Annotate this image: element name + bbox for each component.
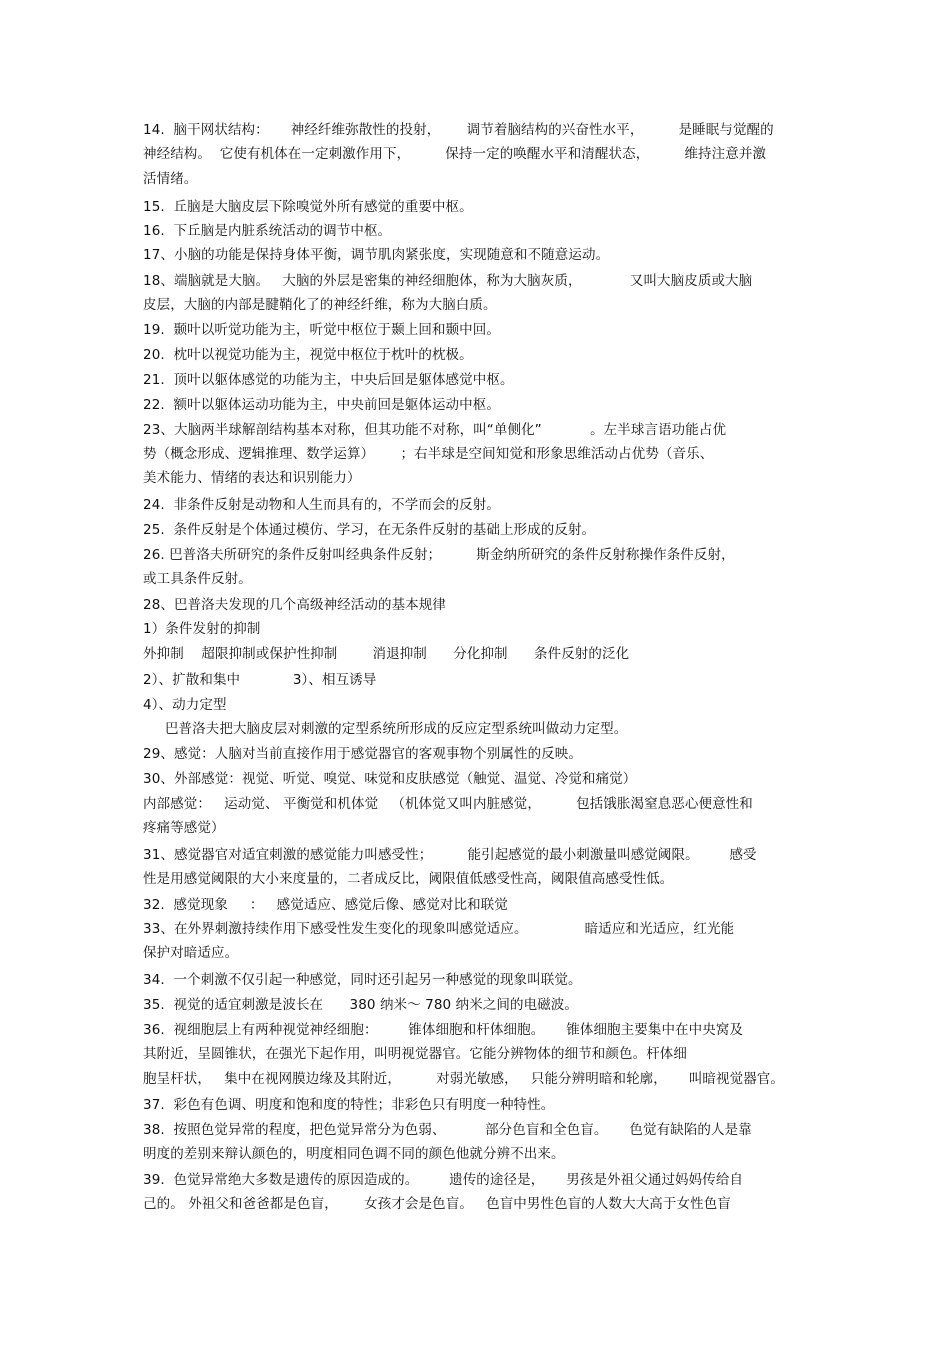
text-line: 28、巴普洛夫发现的几个高级神经活动的基本规律 bbox=[143, 597, 446, 613]
text-line: 活情绪。 bbox=[143, 171, 198, 187]
text-line: 25. 条件反射是个体通过模仿、学习，在无条件反射的基础上形成的反射。 bbox=[143, 522, 596, 538]
text-line: 4）、动力定型 bbox=[143, 697, 227, 713]
text-line: 己的。 外祖父和爸爸都是色盲， 女孩才会是色盲。 色盲中男性色盲的人数大大高于女性色盲 bbox=[143, 1196, 731, 1212]
text-line: 36. 视细胞层上有两种视觉神经细胞： 锥体细胞和杆体细胞。 锥体细胞主要集中在中央窝及 bbox=[143, 1022, 744, 1038]
text-line: 外抑制 超限抑制或保护性抑制 消退抑制 分化抑制 条件反射的泛化 bbox=[143, 646, 630, 662]
text-line: 神经结构。 它使有机体在一定刺激作用下， 保持一定的唤醒水平和清醒状态， 维持注意并激 bbox=[143, 146, 767, 162]
text-line: 疼痛等感觉） bbox=[143, 820, 225, 836]
text-line: 或工具条件反射。 bbox=[143, 571, 252, 587]
text-line: 31、感觉器官对适宜刺激的感觉能力叫感受性； 能引起感觉的最小刺激量叫感觉阈限。 感受 bbox=[143, 847, 757, 863]
text-line: 内部感觉： 运动觉、 平衡觉和机体觉 （机体觉又叫内脏感觉， 包括饿胀渴窒息恶心便意性和 bbox=[143, 796, 753, 812]
text-line: 30、外部感觉：视觉、听觉、嗅觉、味觉和皮肤感觉（触觉、温觉、冷觉和痛觉） bbox=[143, 771, 637, 787]
text-line: 明度的差别来辩认颜色的，明度相同色调不同的颜色他就分辨不出来。 bbox=[143, 1146, 565, 1162]
text-line: 19. 颞叶以听觉功能为主，听觉中枢位于颞上回和颞中回。 bbox=[143, 322, 500, 338]
text-line: 14. 脑干网状结构： 神经纤维弥散性的投射， 调节着脑结构的兴奋性水平， 是睡眠与觉醒的 bbox=[143, 122, 774, 138]
text-line: 其附近，呈圆锥状，在强光下起作用，叫明视觉器官。它能分辨物体的细节和颜色。杆体细 bbox=[143, 1046, 687, 1062]
text-line: 29、感觉：人脑对当前直接作用于感觉器官的客观事物个别属性的反映。 bbox=[143, 746, 582, 762]
text-line: 33、在外界刺激持续作用下感受性发生变化的现象叫感觉适应。 暗适应和光适应，红光能 bbox=[143, 921, 735, 937]
text-line: 26. 巴普洛夫所研究的条件反射叫经典条件反射； 斯金纳所研究的条件反射称操作条件反射， bbox=[143, 547, 735, 563]
text-line: 美术能力、情绪的表达和识别能力） bbox=[143, 470, 361, 486]
text-line: 24. 非条件反射是动物和人生而具有的，不学而会的反射。 bbox=[143, 497, 500, 513]
text-line: 35. 视觉的适宜刺激是波长在 380 纳米～ 780 纳米之间的电磁波。 bbox=[143, 997, 579, 1013]
text-line: 38. 按照色觉异常的程度，把色觉异常分为色弱、 部分色盲和全色盲。 色觉有缺陷的人是靠 bbox=[143, 1122, 752, 1138]
text-line: 21. 顶叶以躯体感觉的功能为主，中央后回是躯体感觉中枢。 bbox=[143, 372, 514, 388]
text-line: 20. 枕叶以视觉功能为主，视觉中枢位于枕叶的枕极。 bbox=[143, 347, 473, 363]
text-line: 23、大脑两半球解剖结构基本对称，但其功能不对称，叫“单侧化” 。左半球言语功能占优 bbox=[143, 422, 727, 438]
text-line: 巴普洛夫把大脑皮层对刺激的定型系统所形成的反应定型系统叫做动力定型。 bbox=[143, 721, 628, 737]
text-line: 16. 下丘脑是内脏系统活动的调节中枢。 bbox=[143, 223, 392, 239]
text-line: 性是用感觉阈限的大小来度量的，二者成反比，阈限值低感受性高，阈限值高感受性低。 bbox=[143, 871, 674, 887]
text-line: 保护对暗适应。 bbox=[143, 945, 239, 961]
text-line: 37. 彩色有色调、明度和饱和度的特性；非彩色只有明度一种特性。 bbox=[143, 1097, 555, 1113]
text-line: 34. 一个刺激不仅引起一种感觉，同时还引起另一种感觉的现象叫联觉。 bbox=[143, 972, 582, 988]
text-line: 17、小脑的功能是保持身体平衡，调节肌肉紧张度，实现随意和不随意运动。 bbox=[143, 247, 610, 263]
text-line: 1）条件发射的抑制 bbox=[143, 621, 261, 637]
text-line: 胞呈杆状， 集中在视网膜边缘及其附近， 对弱光敏感， 只能分辨明暗和轮廓， 叫暗视觉器官。 bbox=[143, 1071, 785, 1087]
text-line: 39. 色觉异常绝大多数是遗传的原因造成的。 遗传的途径是， 男孩是外祖父通过妈妈传给自 bbox=[143, 1172, 744, 1188]
text-line: 2）、扩散和集中 3）、相互诱导 bbox=[143, 672, 377, 688]
text-line: 18、端脑就是大脑。 大脑的外层是密集的神经细胞体，称为大脑灰质， 又叫大脑皮质或大脑 bbox=[143, 273, 753, 289]
text-line: 皮层，大脑的内部是腱鞘化了的神经纤维，称为大脑白质。 bbox=[143, 297, 497, 313]
text-line: 32. 感觉现象 ： 感觉适应、感觉后像、感觉对比和联觉 bbox=[143, 897, 508, 913]
text-line: 15. 丘脑是大脑皮层下除嗅觉外所有感觉的重要中枢。 bbox=[143, 199, 473, 215]
text-line: 22. 额叶以躯体运动功能为主，中央前回是躯体运动中枢。 bbox=[143, 397, 500, 413]
text-line: 势（概念形成、逻辑推理、数学运算） ；右半球是空间知觉和形象思维活动占优势（音乐、 bbox=[143, 446, 714, 462]
